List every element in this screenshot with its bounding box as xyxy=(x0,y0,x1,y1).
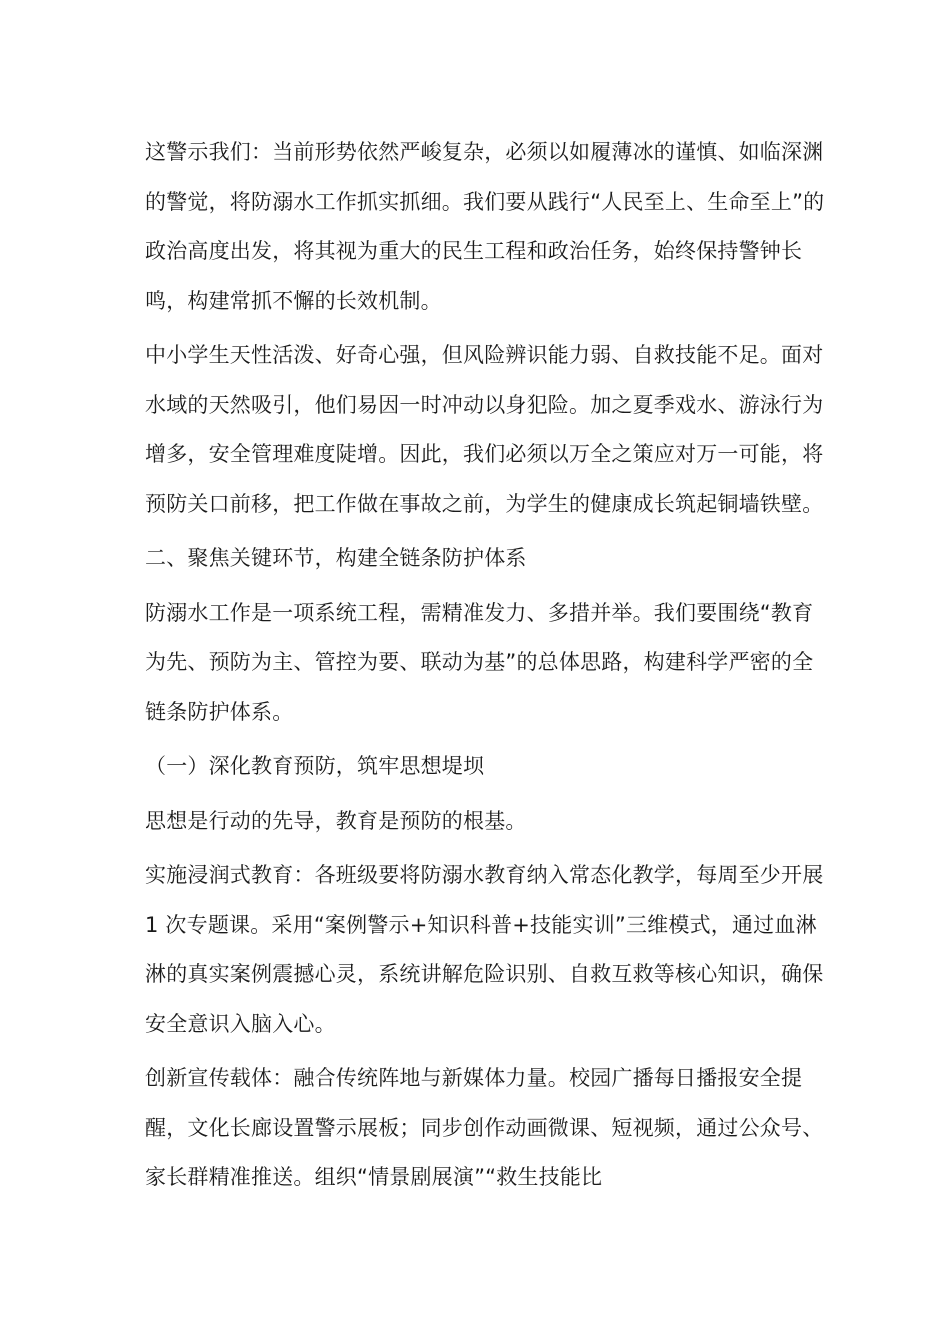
subsection-heading-1: （一）深化教育预防，筑牢思想堤坝 xyxy=(145,754,485,778)
paragraph-students-risk: 中小学生天性活泼、好奇心强，但风险辨识能力弱、自救技能不足。面对水域的天然吸引，他们易因一时冲动以身犯险。加之夏季戏水、游泳行为增多，安全管理难度陡增。因此，我们必须以万全之策应对万一可能，将预防关口前移，把工作做在事故之前，为学生的健康成长筑起铜墙铁壁。 xyxy=(145,343,824,516)
paragraph-system-project: 防溺水工作是一项系统工程，需精准发力、多措并举。我们要围绕“教育为先、预防为主、管控为要、联动为基”的总体思路，构建科学严密的全链条防护体系。 xyxy=(145,600,814,724)
paragraph-thought-education: 思想是行动的先导，教育是预防的根基。 xyxy=(145,808,527,833)
section-heading-2: 二、聚焦关键环节，构建全链条防护体系 xyxy=(145,546,527,570)
document-body xyxy=(145,128,825,1208)
paragraph-publicity-carriers: 创新宣传载体：融合传统阵地与新媒体力量。校园广播每日播报安全提醒，文化长廊设置警示展板；同步创作动画微课、短视频，通过公众号、家长群精准推送。组织“情景剧展演”“救生技能比 xyxy=(145,1066,824,1189)
paragraph-warning: 这警示我们：当前形势依然严峻复杂，必须以如履薄冰的谨慎、如临深渊的警觉，将防溺水工作抓实抓细。我们要从践行“人民至上、生命至上”的政治高度出发，将其视为重大的民生工程和政治任务，始终保持警钟长鸣，构建常抓不懈的长效机制。 xyxy=(145,140,825,313)
paragraph-immersive-education: 实施浸润式教育：各班级要将防溺水教育纳入常态化教学，每周至少开展 1 次专题课。采用“案例警示+知识科普+技能实训”三维模式，通过血淋淋的真实案例震撼心灵，系统讲解危险识别、自救互救等核心知识，确保安全意识入脑入心。 xyxy=(145,863,824,1036)
